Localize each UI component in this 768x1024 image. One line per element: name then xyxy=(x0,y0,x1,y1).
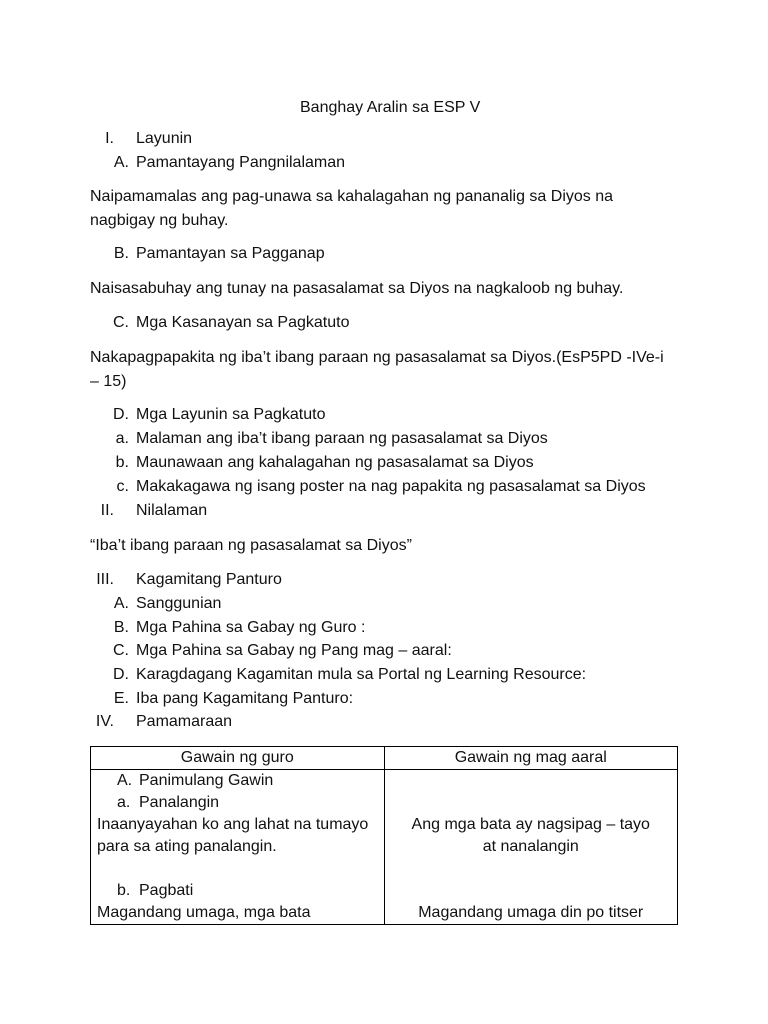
layunin-a-mark: A. xyxy=(113,154,129,171)
pamamaraan-table xyxy=(90,746,678,925)
column-header-mag-aaral: Gawain ng mag aaral xyxy=(384,747,678,770)
document-title: Banghay Aralin sa ESP V xyxy=(300,99,481,116)
layunin-b-label: Pamantayan sa Pagganap xyxy=(136,245,325,262)
mag-aaral-cell xyxy=(384,770,678,925)
list-item-mark: b. xyxy=(115,454,129,471)
nilalaman-text: “Iba’t ibang paraan ng pasasalamat sa Diyos” xyxy=(90,537,412,554)
list-item-mark: B. xyxy=(113,619,129,636)
mag-aaral-pagbati: Magandang umaga din po titser xyxy=(418,904,644,921)
panimula-mark: A. xyxy=(117,772,133,789)
list-item-mark: E. xyxy=(113,690,129,707)
list-item-mark: C. xyxy=(113,642,129,659)
layunin-c-mark: C. xyxy=(113,314,129,331)
mag-aaral-panalangin: Ang mga bata ay nagsipag – tayo at nanalangin xyxy=(411,816,650,855)
layunin-c-text: Nakapagpapakita ng iba’t ibang paraan ng pasasalamat sa Diyos.(EsP5PD -IVe-i – 15) xyxy=(90,349,664,390)
list-item: Maunawaan ang kahalagahan ng pasasalamat sa Diyos xyxy=(136,454,534,471)
list-item-mark: c. xyxy=(116,478,129,495)
pagbati-text: Magandang umaga, mga bata xyxy=(97,904,311,921)
list-item: Karagdagang Kagamitan mula sa Portal ng Learning Resource: xyxy=(136,666,587,683)
list-item: Makakagawa ng isang poster na nag papakita ng pasasalamat sa Diyos xyxy=(136,478,646,495)
section-1-label: Layunin xyxy=(136,130,193,147)
list-item-mark: D. xyxy=(113,666,129,683)
layunin-b-mark: B. xyxy=(113,245,129,262)
section-4-mark: IV. xyxy=(95,713,114,730)
guro-cell xyxy=(91,770,385,925)
column-header-guro: Gawain ng guro xyxy=(91,747,385,770)
section-2-label: Nilalaman xyxy=(136,502,208,519)
layunin-a-label: Pamantayang Pangnilalaman xyxy=(136,154,346,171)
list-item: Iba pang Kagamitang Panturo: xyxy=(136,690,354,707)
layunin-d-mark: D. xyxy=(113,406,129,423)
section-2-mark: II. xyxy=(100,502,114,519)
panalangin-label: Panalangin xyxy=(139,794,220,811)
section-1-mark: I. xyxy=(105,130,114,147)
list-item-mark: a. xyxy=(115,430,129,447)
pagbati-mark: b. xyxy=(117,882,131,899)
section-3-mark: III. xyxy=(96,571,114,588)
layunin-d-label: Mga Layunin sa Pagkatuto xyxy=(136,406,326,423)
panalangin-mark: a. xyxy=(117,794,131,811)
list-item: Mga Pahina sa Gabay ng Pang mag – aaral: xyxy=(136,642,452,659)
list-item-mark: A. xyxy=(113,595,129,612)
pagbati-label: Pagbati xyxy=(139,882,194,899)
panalangin-text: Inaanyayahan ko ang lahat na tumayo para sa ating panalangin. xyxy=(97,816,369,855)
table-header-row xyxy=(91,747,678,770)
panimula-label: Panimulang Gawin xyxy=(139,772,274,789)
list-item: Malaman ang iba’t ibang paraan ng pasasalamat sa Diyos xyxy=(136,430,548,447)
list-item: Mga Pahina sa Gabay ng Guro : xyxy=(136,619,366,636)
table-row xyxy=(91,770,678,925)
layunin-c-label: Mga Kasanayan sa Pagkatuto xyxy=(136,314,350,331)
layunin-a-text: Naipamamalas ang pag-unawa sa kahalagahan ng pananalig sa Diyos na nagbigay ng buhay. xyxy=(90,188,614,229)
section-4-label: Pamamaraan xyxy=(136,713,233,730)
section-3-label: Kagamitang Panturo xyxy=(136,571,282,588)
list-item: Sanggunian xyxy=(136,595,222,612)
layunin-b-text: Naisasabuhay ang tunay na pasasalamat sa Diyos na nagkaloob ng buhay. xyxy=(90,280,624,297)
